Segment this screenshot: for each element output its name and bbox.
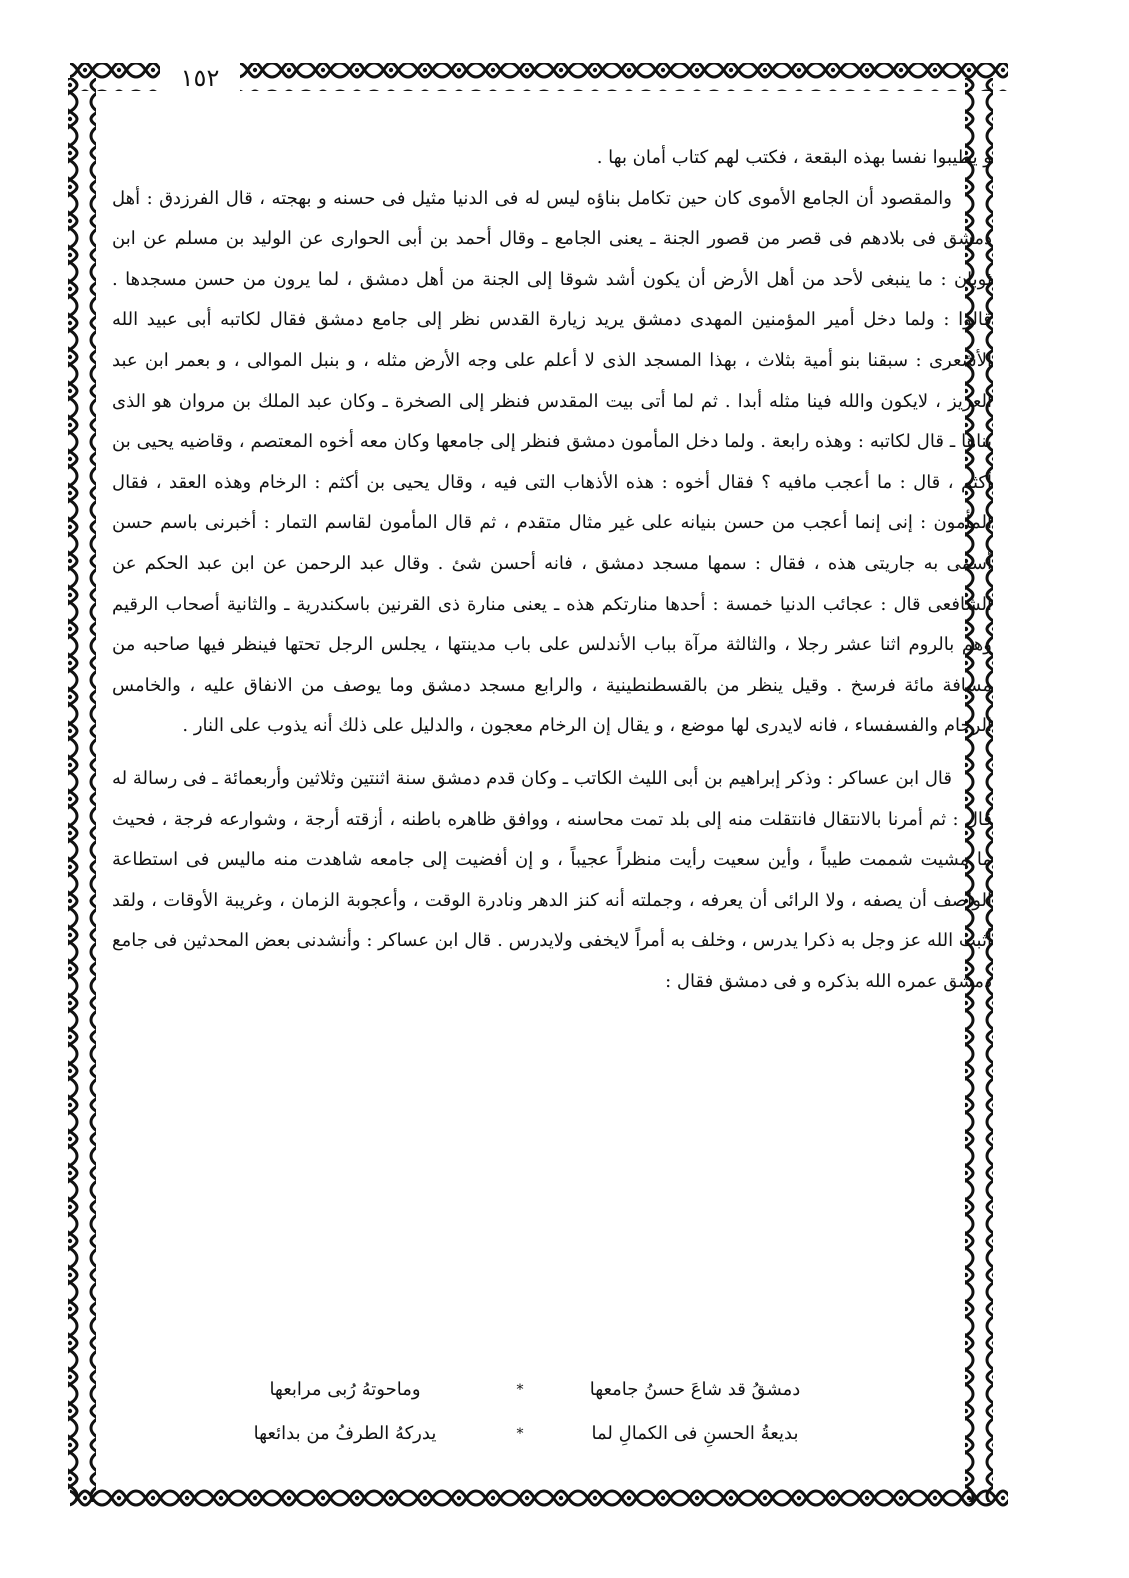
- paragraph-mosque-description: والمقصود أن الجامع الأموى كان حين تكامل بناؤه ليس له فى الدنيا مثيل فى حسنه و بهجته ، قال الفرزدق : أهل دمشق فى بلادهم فى قصر من قصور الجنة ـ يعنى الجامع ـ وقال أحمد بن أبى الحوارى عن الوليد بن مسلم عن ابن ثوبان : ما ينبغى لأحد من أهل الأرض أن يكون أشد شوقا إلى الجنة من أهل دمشق ، لما يرون من حسن مسجدها . قالوا : ولما دخل أمير المؤمنين المهدى دمشق يريد زيارة القدس نظر إلى جامع دمشق فقال لكاتبه أبى عبيد الله الأشعرى : سبقنا بنو أمية بثلاث ، بهذا المسجد الذى لا أعلم على وجه الأرض مثله ، و بنبل الموالى ، و بعمر ابن عبد العزيز ، لايكون والله فينا مثله أبدا . ثم لما أتى بيت المقدس فنظر إلى الصخرة ـ وكان عبد الملك بن مروان هو الذى بناها ـ قال لكاتبه : وهذه رابعة . ولما دخل المأمون دمشق فنظر إلى جامعها وكان معه أخوه المعتصم ، وقاضيه يحيى بن أكثم ، قال : ما أعجب مافيه ؟ فقال أخوه : هذه الأذهاب التى فيه ، وقال يحيى بن أكثم : الرخام وهذه العقد ، فقال المأمون : إنى إنما أعجب من حسن بنيانه على غير مثال متقدم ، ثم قال المأمون لقاسم التمار : أخبرنى باسم حسن أسمى به جاريتى هذه ، فقال : سمها مسجد دمشق ، فانه أحسن شئ . وقال عبد الرحمن عن ابن عبد الحكم عن الشافعى قال : عجائب الدنيا خمسة : أحدها منارتكم هذه ـ يعنى منارة ذى القرنين باسكندرية ـ والثانية أصحاب الرقيم وهم بالروم اثنا عشر رجلا ، والثالثة مرآة بباب الأندلس على باب مدينتها ، يجلس الرجل تحتها فينظر فيها صاحبه من مسافة مائة فرسخ . وقيل ينظر من بالقسطنطينية ، والرابع مسجد دمشق وما يوصف من الانفاق عليه ، والخامس الرخام والفسفساء ، فانه لايدرى لها موضع ، و يقال إن الرخام معجون ، والدليل على ذلك أنه يذوب على النار .: [112, 187, 992, 737]
- border-left: [68, 78, 96, 1502]
- poem-hemistich-first: دمشقُ قد شاعَ حسنُ جامعها: [589, 1379, 801, 1400]
- poem: [200, 1368, 840, 1456]
- poem-hemistich-second: وماحوتهُ رُبى مرابعها: [269, 1379, 421, 1400]
- poem-hemistich-first: بديعةُ الحسنِ فى الكمالِ لما: [591, 1423, 799, 1444]
- poem-separator: *: [516, 1426, 524, 1442]
- poem-separator: *: [516, 1382, 524, 1398]
- poem-verse: [200, 1368, 840, 1412]
- poem-verse: [200, 1412, 840, 1456]
- body-text: [112, 138, 992, 1002]
- poem-hemistich-second: يدركهُ الطرفُ من بدائعها: [253, 1423, 437, 1444]
- page-number: ١٥٢: [160, 60, 240, 96]
- border-bottom: [70, 1488, 1008, 1516]
- paragraph-opening: و يطيبوا نفسا بهذه البقعة ، فكتب لهم كتاب أمان بها .: [596, 147, 992, 168]
- paragraph-ibn-asakir: قال ابن عساكر : وذكر إبراهيم بن أبى الليث الكاتب ـ وكان قدم دمشق سنة اثنتين وثلاثين وأربعمائة ـ فى رسالة له قال : ثم أمرنا بالانتقال فانتقلت منه إلى بلد تمت محاسنه ، ووافق ظاهره باطنه ، أزقته أرجة ، وشوارعه فرجة ، فحيث ما مشيت شممت طيباً ، وأين سعيت رأيت منظراً عجيباً ، و إن أفضيت إلى جامعه شاهدت منه ماليس فى استطاعة الواصف أن يصفه ، ولا الرائى أن يعرفه ، وجملته أنه كنز الدهر ونادرة الوقت ، وأعجوبة الزمان ، وغريبة الأوقات ، ولقد أثبت الله عز وجل به ذكرا يدرس ، وخلف به أمراً لايخفى ولايدرس . قال ابن عساكر : وأنشدنى بعض المحدثين فى جامع دمشق عمره الله بذكره و فى دمشق فقال :: [112, 767, 992, 992]
